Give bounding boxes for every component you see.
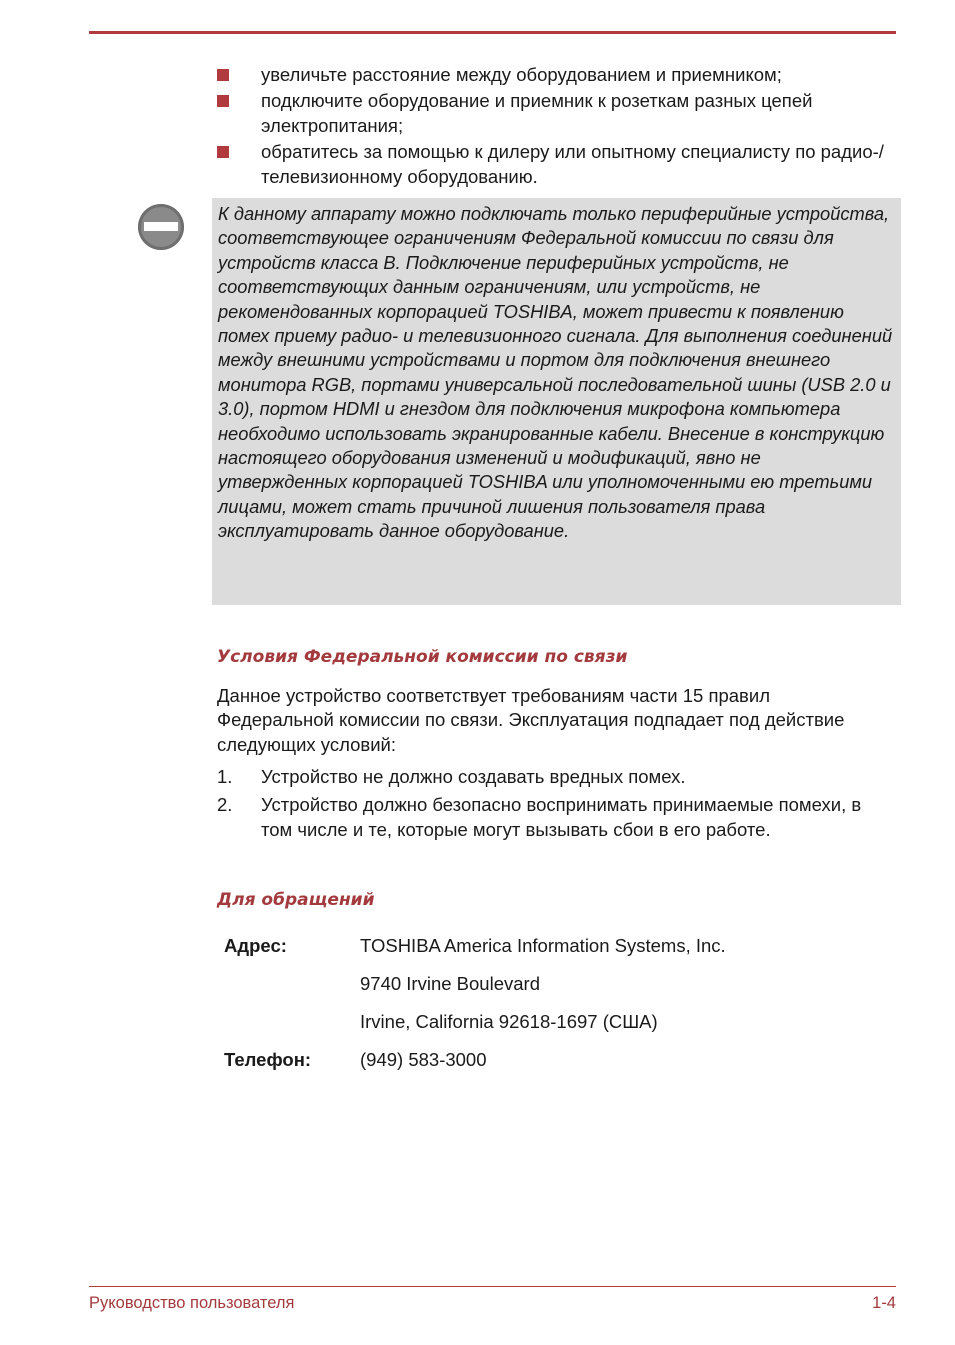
footer-rule [89,1286,896,1287]
bullet-list [217,62,897,190]
address-line: 9740 Irvine Boulevard [360,973,540,994]
note-text: К данному аппарату можно подключать только периферийные устройства, соответствующее ограничениям Федеральной комиссии по связи для устройств класса B. Подключение периферийных устройств, не соответствующих данным ограничениям, или устройств, не рекомендованных корпорацией TOSHIBA, может привести к появлению помех приему радио- и телевизионного сигнала. Для выполнения соединений между внешними устройствами и портом для подключения внешнего монитора RGB, портами универсальной последовательной шины (USB 2.0 и 3.0), портом HDMI и гнездом для подключения микрофона компьютера необходимо использовать экранированные кабели. Внесение в конструкцию настоящего оборудования изменений и модификаций, явно не утвержденных корпорацией TOSHIBA или уполномоченными ею третьими лицами, может стать причиной лишения пользователя права эксплуатировать данное оборудование. [218,203,893,542]
square-bullet-icon [217,146,229,158]
address-line: TOSHIBA America Information Systems, Inc. [360,935,726,956]
section-heading-contacts: Для обращений [217,890,375,910]
header-rule [89,31,896,34]
address-label: Адрес: [224,935,287,956]
phone-label: Телефон: [224,1049,312,1070]
phone-value: (949) 583-3000 [360,1049,487,1070]
list-item: подключите оборудование и приемник к розеткам разных цепей электропитания; [217,88,897,138]
address-line: Irvine, California 92618-1697 (США) [360,1011,658,1032]
list-item: увеличьте расстояние между оборудованием и приемником; [217,62,897,87]
list-item: 2. Устройство должно безопасно воспринимать принимаемые помехи, в том числе и те, которые могут вызывать сбои в его работе. [217,794,862,840]
page-number: 1-4 [872,1294,896,1312]
square-bullet-icon [217,95,229,107]
section-heading-fcc: Условия Федеральной комиссии по связи [217,647,628,667]
numbered-list [217,765,897,846]
square-bullet-icon [217,69,229,81]
list-item: обратитесь за помощью к дилеру или опытному специалисту по радио-/телевизионному оборудованию. [217,139,897,189]
note-box [212,198,901,605]
section-paragraph: Данное устройство соответствует требованиям части 15 правил Федеральной комиссии по связи. Эксплуатация подпадает под действие следующих условий: [217,685,845,755]
list-item: 1. Устройство не должно создавать вредных помех. [217,766,686,787]
no-entry-icon [138,204,184,250]
footer-title: Руководство пользователя [89,1294,295,1312]
